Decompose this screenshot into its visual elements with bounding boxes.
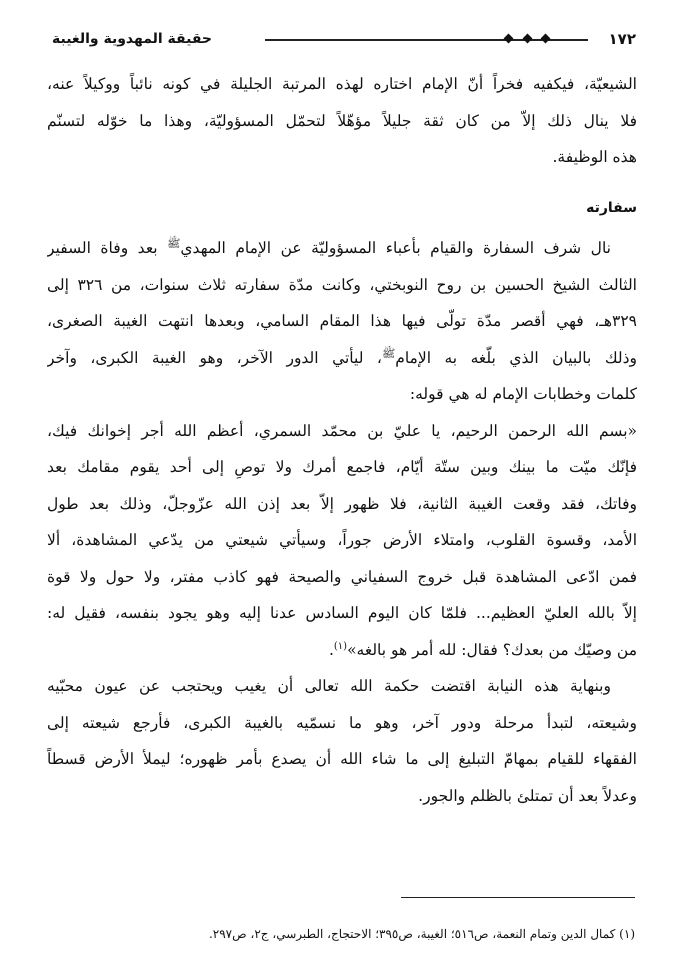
quote-line: فمن ادّعى المشاهدة قبل خروج السفياني والصيحة فهو كاذب مفتر، ولا حول ولا قوة [47,567,637,586]
text-line: الثالث الشيخ الحسين بن روح النوبختي، وكانت مدّة سفارته ثلاث سنوات، من ٣٢٦ إلى [47,275,637,294]
page-body [47,66,637,814]
diamond-ornament-icon [504,34,514,44]
footnote-separator [401,897,635,898]
paragraph-occultation [47,668,637,814]
quote-line: إلاّ بالله العليّ العظيم... فلمّا كان اليوم السادس عدنا إليه وهو يجود بنفسه، فقيل له: [47,604,637,622]
text-line: ٣٢٩هـ، فهي أقصر مدّة تولّى فيها هذا المقام السامي، وبعدها انتهت الغيبة الصغرى، [47,312,637,330]
text-line: وعدلاً بعد أن تمتلئ بالظلم والجور. [418,786,637,805]
text-line: الشيعيّة، فيكفيه فخراً أنّ الإمام اختاره لهذه المرتبة الجليلة في كونه نائباً ووكيلاً عنه، [47,75,637,93]
quote-line: «بسم الله الرحمن الرحيم، يا عليّ بن محمّد السمري، أعظم الله أجر إخوانك فيك، [47,421,637,440]
footnote-reference[interactable]: (١) [333,640,348,652]
diamond-ornament-icon [523,34,533,44]
text-line: كلمات وخطابات الإمام له هي قوله: [409,385,637,403]
quote-line: فإنّك ميّت ما بينك وبين ستّة أيّام، فاجمع أمرك ولا توصِ إلى أحد يقوم مقامك بعد [47,458,637,476]
section-heading: سفارته [586,199,637,216]
text-line: فلا ينال ذلك إلاّ من كان ثقة جليلاً مؤهّلاً لتحمّل المسؤوليّة، وهذا ما خوّله لتسنّم [47,111,637,130]
diamond-ornament-icon [541,34,551,44]
paragraph-embassy [47,230,637,413]
running-header [52,28,636,52]
quote-line: وفاتك، فقد وقعت الغيبة الثانية، فلا ظهور إلاّ بعد إذن الله عزّوجلّ، وذلك بعد طول [47,494,637,513]
text-line: وبنهاية هذه النيابة اقتضت حكمة الله تعالى أن يغيب ويحتجب عن عيون محبّيه [47,677,611,695]
paragraph-intro [47,66,637,176]
text-line: وشيعته، لتبدأ مرحلة ودور آخر، وهو ما نسمّيه بالغيبة الكبرى، فأرجع شيعته إلى [47,713,637,732]
footnote: (١) كمال الدين وتمام النعمة، ص٥١٦؛ الغيبة، ص٣٩٥؛ الاحتجاج، الطبرسي، ج٢، ص٢٩٧. [208,927,635,941]
honorific-glyph-icon: ﷺ [167,236,181,250]
text-line: هذه الوظيفة. [552,148,637,166]
quote-block [47,413,637,669]
text-line: الفقهاء للقيام بمهامّ التبليغ إلى ما شاء الله أن يصدع بأمر ظهوره؛ ليملأ الأرض قسطاً [47,750,637,768]
quote-line: من وصيّك من بعدك؟ فقال: لله أمر هو بالغه»$^{(١)}$. [328,640,637,659]
quote-line: الأمد، وقسوة القلوب، وامتلاء الأرض جوراً، وسيأتي شيعتي من يدّعي المشاهدة، ألا [47,531,637,549]
text-line: نال شرف السفارة والقيام بأعباء المسؤوليّة عن الإمام المهدي$^ﷺ$ بعد وفاة السفير [47,236,611,257]
page-number: ١٧٢ [608,30,636,48]
book-title: حقيقة المهدوية والغيبة [52,31,212,47]
text-line: وذلك بالبيان الذي بلّغه به الإمام$^ﷺ$، ليأتي الدور الآخر، وهو الغيبة الكبرى، وآخر [47,346,637,367]
honorific-glyph-icon: ﷺ [381,346,396,360]
header-rule [265,39,588,41]
